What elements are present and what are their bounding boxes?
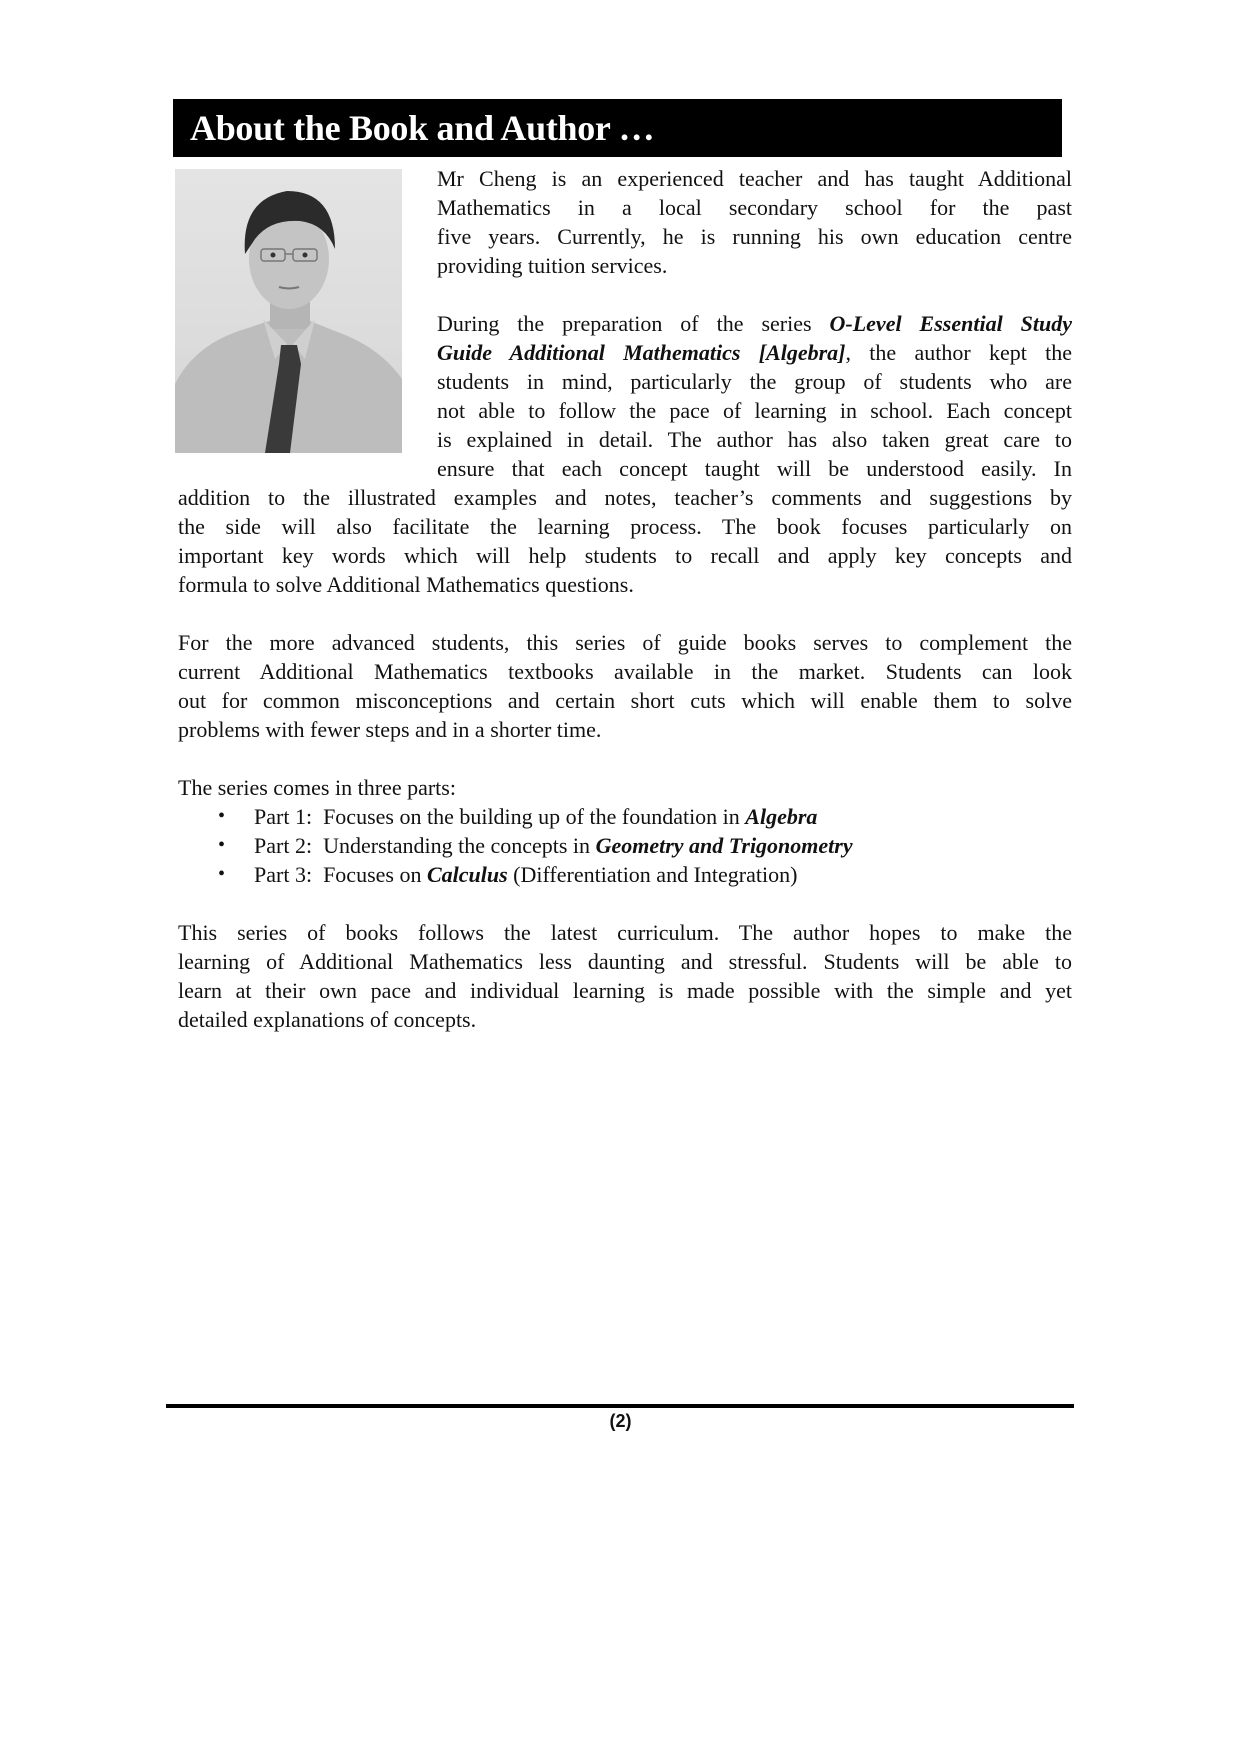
para1-line: five years. Currently, he is running his own education centre: [437, 224, 1072, 249]
para2-line: is explained in detail. The author has also taken great care to: [437, 427, 1072, 452]
para1-line: providing tuition services.: [437, 253, 668, 278]
section-title: About the Book and Author …: [190, 108, 655, 148]
para1-line: Mathematics in a local secondary school for the past: [437, 195, 1072, 220]
para4-line: detailed explanations of concepts.: [178, 1007, 477, 1032]
part-text: Focuses on: [323, 862, 427, 887]
para2-line: students in mind, particularly the group of students who are: [437, 369, 1072, 394]
part-topic: Algebra: [745, 804, 818, 829]
para2-line: not able to follow the pace of learning in school. Each concept: [437, 398, 1072, 423]
book-series-title: Guide Additional Mathematics [Algebra]: [437, 340, 846, 365]
para3-line: out for common misconceptions and certain short cuts which will enable them to solve: [178, 688, 1072, 713]
para3-line: current Additional Mathematics textbooks available in the market. Students can look: [178, 659, 1072, 684]
bullet-icon: •: [218, 863, 226, 885]
book-series-title: O-Level Essential Study: [829, 311, 1073, 336]
part-text: Understanding the concepts in: [323, 833, 596, 858]
part-label: Part 2:: [254, 833, 313, 858]
bullet-icon: •: [218, 834, 226, 856]
part-topic: Calculus: [426, 862, 508, 887]
para1-line: Mr Cheng is an experienced teacher and has taught Additional: [437, 166, 1072, 191]
para4-line: learning of Additional Mathematics less daunting and stressful. Students will be able to: [178, 949, 1072, 974]
para2-line: formula to solve Additional Mathematics questions.: [178, 572, 634, 597]
para2-line: addition to the illustrated examples and notes, teacher’s comments and suggestions by: [178, 485, 1072, 510]
para4-line: This series of books follows the latest curriculum. The author hopes to make the: [178, 920, 1072, 945]
para2-line: important key words which will help students to recall and apply key concepts and: [178, 543, 1072, 568]
para2-line: ensure that each concept taught will be understood easily. In: [437, 456, 1072, 481]
para2-line: [437, 309, 1072, 338]
part-label: Part 3:: [254, 862, 313, 887]
para2-text: During the preparation of the series: [437, 311, 830, 336]
author-portrait-icon: [175, 169, 402, 453]
footer-divider: [166, 1404, 1074, 1408]
para4-line: learn at their own pace and individual learning is made possible with the simple and yet: [178, 978, 1072, 1003]
part-text: (Differentiation and Integration): [507, 862, 798, 887]
para2-line: [437, 338, 1072, 367]
para3-line: problems with fewer steps and in a shorter time.: [178, 717, 602, 742]
para2-line: the side will also facilitate the learning process. The book focuses particularly on: [178, 514, 1072, 539]
part-label: Part 1:: [254, 804, 313, 829]
para2-text: , the author kept the: [845, 340, 1072, 365]
series-intro: The series comes in three parts:: [178, 775, 456, 800]
para3-line: For the more advanced students, this series of guide books serves to complement the: [178, 630, 1072, 655]
bullet-icon: •: [218, 805, 226, 827]
section-header-bar: [173, 99, 1062, 157]
author-photo: [175, 169, 402, 453]
page-number: (2): [609, 1411, 632, 1431]
part-text: Focuses on the building up of the foundation in: [323, 804, 746, 829]
part-topic: Geometry and Trigonometry: [595, 833, 853, 858]
